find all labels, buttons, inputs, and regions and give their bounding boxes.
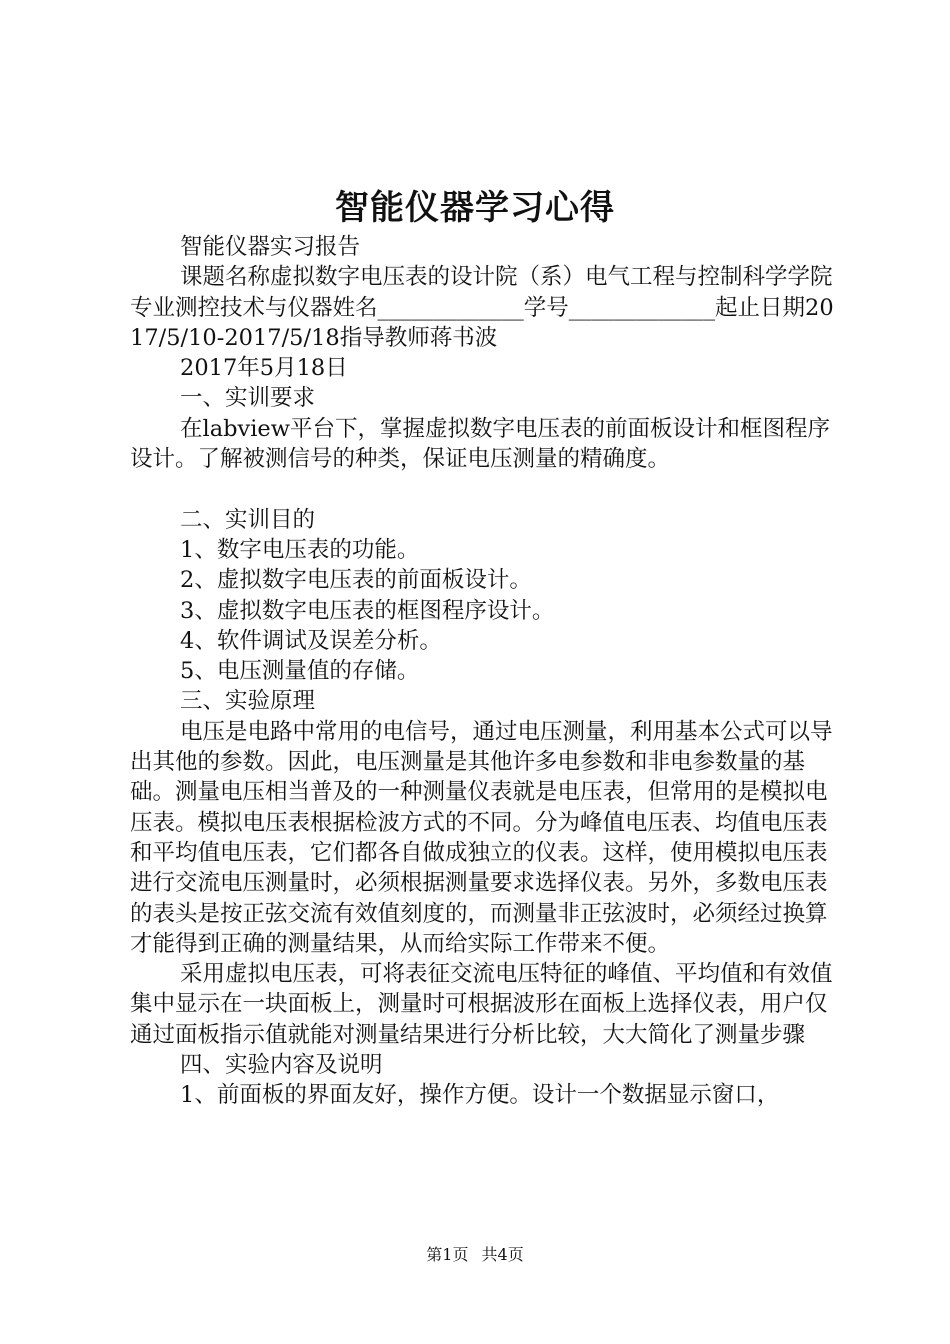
section-heading-objectives: 二、实训目的 [180,506,316,533]
objective-item-2: 2、虚拟数字电压表的前面板设计。 [180,567,532,594]
principle-paragraph-1: 电压是电路中常用的电信号，通过电压测量，利用基本公式可以导出其他的参数。因此，电压测量是其他许多电参数和非电参数量的基础。测量电压相当普及的一种测量仪表就是电压表，但常用的是模拟电压表。模拟电压表根据检波方式的不同。分为峰值电压表、均值电压表和平均值电压表，它们都各自做成独立的仪表。这样，使用模拟电压表进行交流电压测量时，必须根据测量要求选择仪表。另外，多数电压表的表头是按正弦交流有效值刻度的，而测量非正弦波时，必须经过换算才能得到正确的测量结果，从而给实际工作带来不便。 [130,718,833,957]
section-heading-principle: 三、实验原理 [180,688,316,715]
document-title: 智能仪器学习心得 [335,188,615,228]
objective-item-3: 3、虚拟数字电压表的框图程序设计。 [180,597,555,624]
blank-line [130,474,840,504]
objective-item-4: 4、软件调试及误差分析。 [180,627,442,654]
principle-paragraph-2: 采用虚拟电压表，可将表征交流电压特征的峰值、平均值和有效值集中显示在一块面板上，测量时可根据波形在面板上选择仪表，用户仅通过面板指示值就能对测量结果进行分析比较，大大简化了测量步骤 [130,961,833,1048]
page-total: 共4页 [481,1245,524,1264]
document-body [130,232,840,1111]
page-footer [0,1243,950,1267]
report-info-paragraph: 课题名称虚拟数字电压表的设计院（系）电气工程与控制科学学院专业测控技术与仪器姓名_____________学号_____________起止日期2017/5/10-2017/5/18指导教师蒋书波 [130,264,834,351]
section-heading-content: 四、实验内容及说明 [180,1052,383,1079]
content-paragraph-1: 1、前面板的界面友好，操作方便。设计一个数据显示窗口， [180,1082,780,1109]
requirements-paragraph: 在labview平台下，掌握虚拟数字电压表的前面板设计和框图程序设计。了解被测信号的种类，保证电压测量的精确度。 [130,415,830,473]
section-heading-requirements: 一、实训要求 [180,385,316,412]
report-heading: 智能仪器实习报告 [180,234,361,260]
page-number: 第1页 [426,1245,469,1264]
report-date: 2017年5月18日 [180,355,348,382]
objective-item-1: 1、数字电压表的功能。 [180,536,420,563]
objective-item-5: 5、电压测量值的存储。 [180,658,420,685]
